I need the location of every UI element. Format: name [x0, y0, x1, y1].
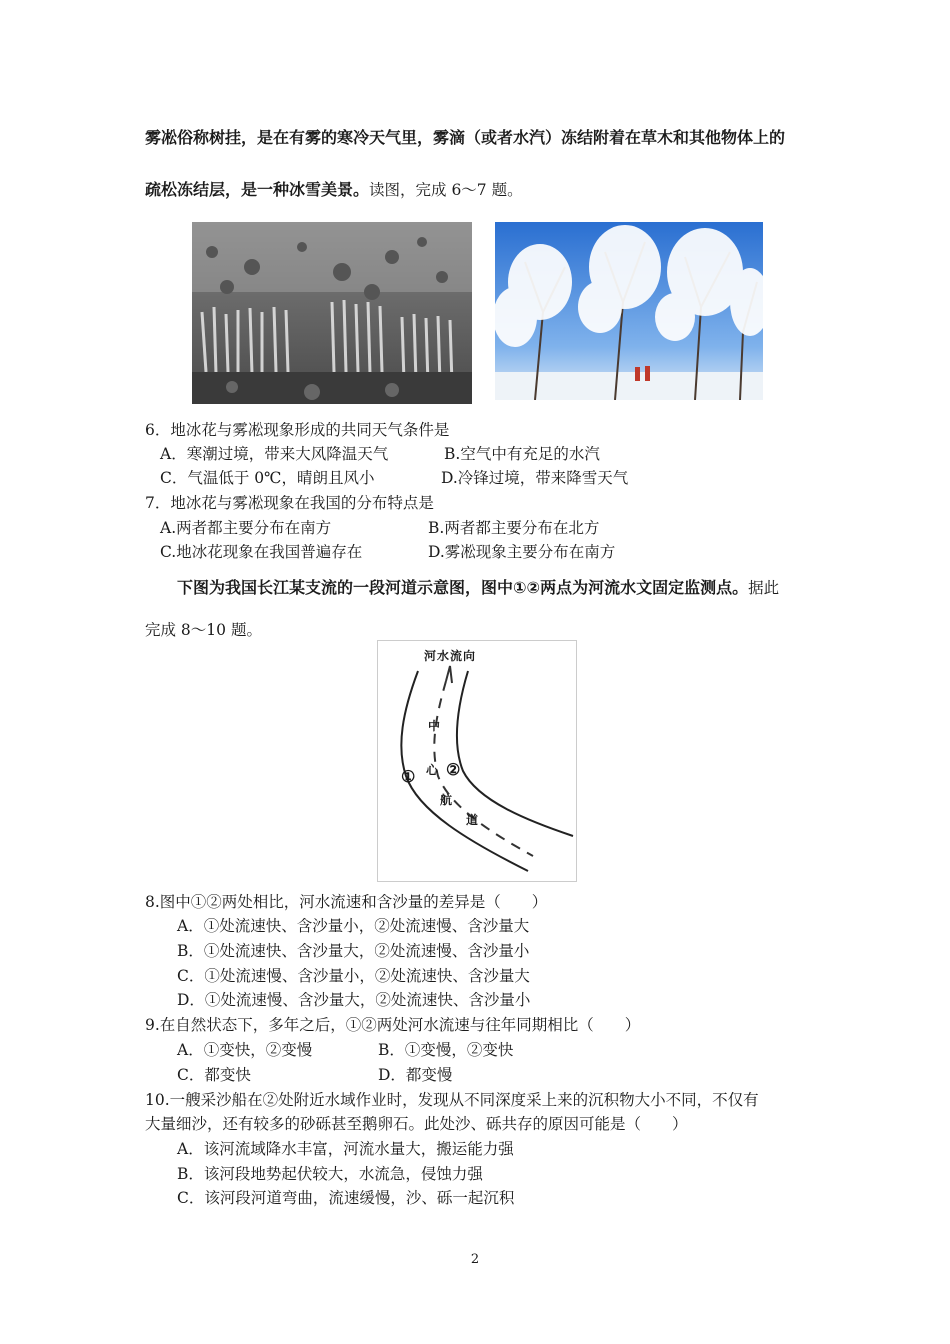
rime-trees-photo: [495, 222, 763, 400]
intro2-line-1-bold: 下图为我国长江某支流的一段河道示意图，图中①②两点为河流水文固定监测点。: [177, 578, 749, 597]
channel-char-3: 航: [440, 793, 453, 807]
q6-stem: 6．地冰花与雾凇现象形成的共同天气条件是: [145, 421, 450, 439]
q9-stem: 9.在自然状态下，多年之后，①②两处河水流速与往年同期相比（ ）: [145, 1016, 641, 1034]
q9-option-a: A．①变快，②变慢: [177, 1041, 313, 1059]
q10-stem-line-1: 10.一艘采沙船在②处附近水域作业时，发现从不同深度采上来的沉积物大小不同，不仅有: [145, 1091, 759, 1109]
q10-option-b: B．该河段地势起伏较大，水流急，侵蚀力强: [177, 1165, 483, 1183]
intro-line-2-rest: 读图，完成 6～7 题。: [369, 181, 523, 199]
monitoring-point-1: ①: [401, 767, 416, 786]
q7-option-c: C.地冰花现象在我国普遍存在: [160, 543, 363, 561]
q9-option-d: D．都变慢: [378, 1066, 453, 1084]
q8-option-b: B．①处流速快、含沙量大，②处流速慢、含沙量小: [177, 942, 530, 960]
q10-stem-line-2: 大量细沙，还有较多的砂砾甚至鹅卵石。此处沙、砾共存的原因可能是（ ）: [145, 1115, 688, 1133]
q7-option-b: B.两者都主要分布在北方: [428, 519, 600, 537]
q10-option-a: A．该河流域降水丰富，河流水量大，搬运能力强: [177, 1140, 514, 1158]
channel-char-2: 心: [426, 763, 439, 777]
q6-option-b: B.空气中有充足的水汽: [444, 445, 600, 463]
monitoring-point-2: ②: [446, 760, 461, 779]
q7-stem: 7．地冰花与雾凇现象在我国的分布特点是: [145, 494, 434, 512]
q6-option-c: C．气温低于 0℃，晴朗且风小: [160, 469, 375, 487]
q6-option-d: D.冷锋过境，带来降雪天气: [441, 469, 629, 487]
intro2-line-1: [177, 578, 779, 598]
page-number: 2: [470, 1252, 480, 1267]
q8-option-a: A．①处流速快、含沙量小，②处流速慢、含沙量大: [177, 917, 530, 935]
intro2-line-1-rest: 据此: [748, 579, 780, 597]
q9-option-c: C．都变快: [177, 1066, 251, 1084]
intro2-line-2: 完成 8～10 题。: [145, 621, 262, 639]
flow-direction-label: 河水流向: [424, 649, 477, 663]
ground-ice-flower-photo: [192, 222, 472, 404]
q8-option-c: C．①处流速慢、含沙量小，②处流速快、含沙量大: [177, 967, 530, 985]
channel-char-4: 道: [466, 813, 479, 827]
q7-option-a: A.两者都主要分布在南方: [160, 519, 332, 537]
q8-option-d: D．①处流速慢、含沙量大，②处流速快、含沙量小: [177, 991, 531, 1009]
q10-option-c: C．该河段河道弯曲，流速缓慢，沙、砾一起沉积: [177, 1189, 515, 1207]
intro-line-2: [145, 180, 523, 200]
q8-stem: 8.图中①②两处相比，河水流速和含沙量的差异是（ ）: [145, 893, 548, 911]
river-channel-diagram: [377, 640, 577, 882]
channel-char-1: 中: [428, 719, 441, 733]
intro-line-2-bold: 疏松冻结层，是一种冰雪美景。: [145, 180, 370, 199]
intro-line-1: 雾凇俗称树挂，是在有雾的寒冷天气里，雾滴（或者水汽）冻结附着在草木和其他物体上的: [145, 128, 786, 147]
q9-option-b: B．①变慢，②变快: [378, 1041, 514, 1059]
q6-option-a: A．寒潮过境，带来大风降温天气: [160, 445, 389, 463]
q7-option-d: D.雾凇现象主要分布在南方: [428, 543, 616, 561]
